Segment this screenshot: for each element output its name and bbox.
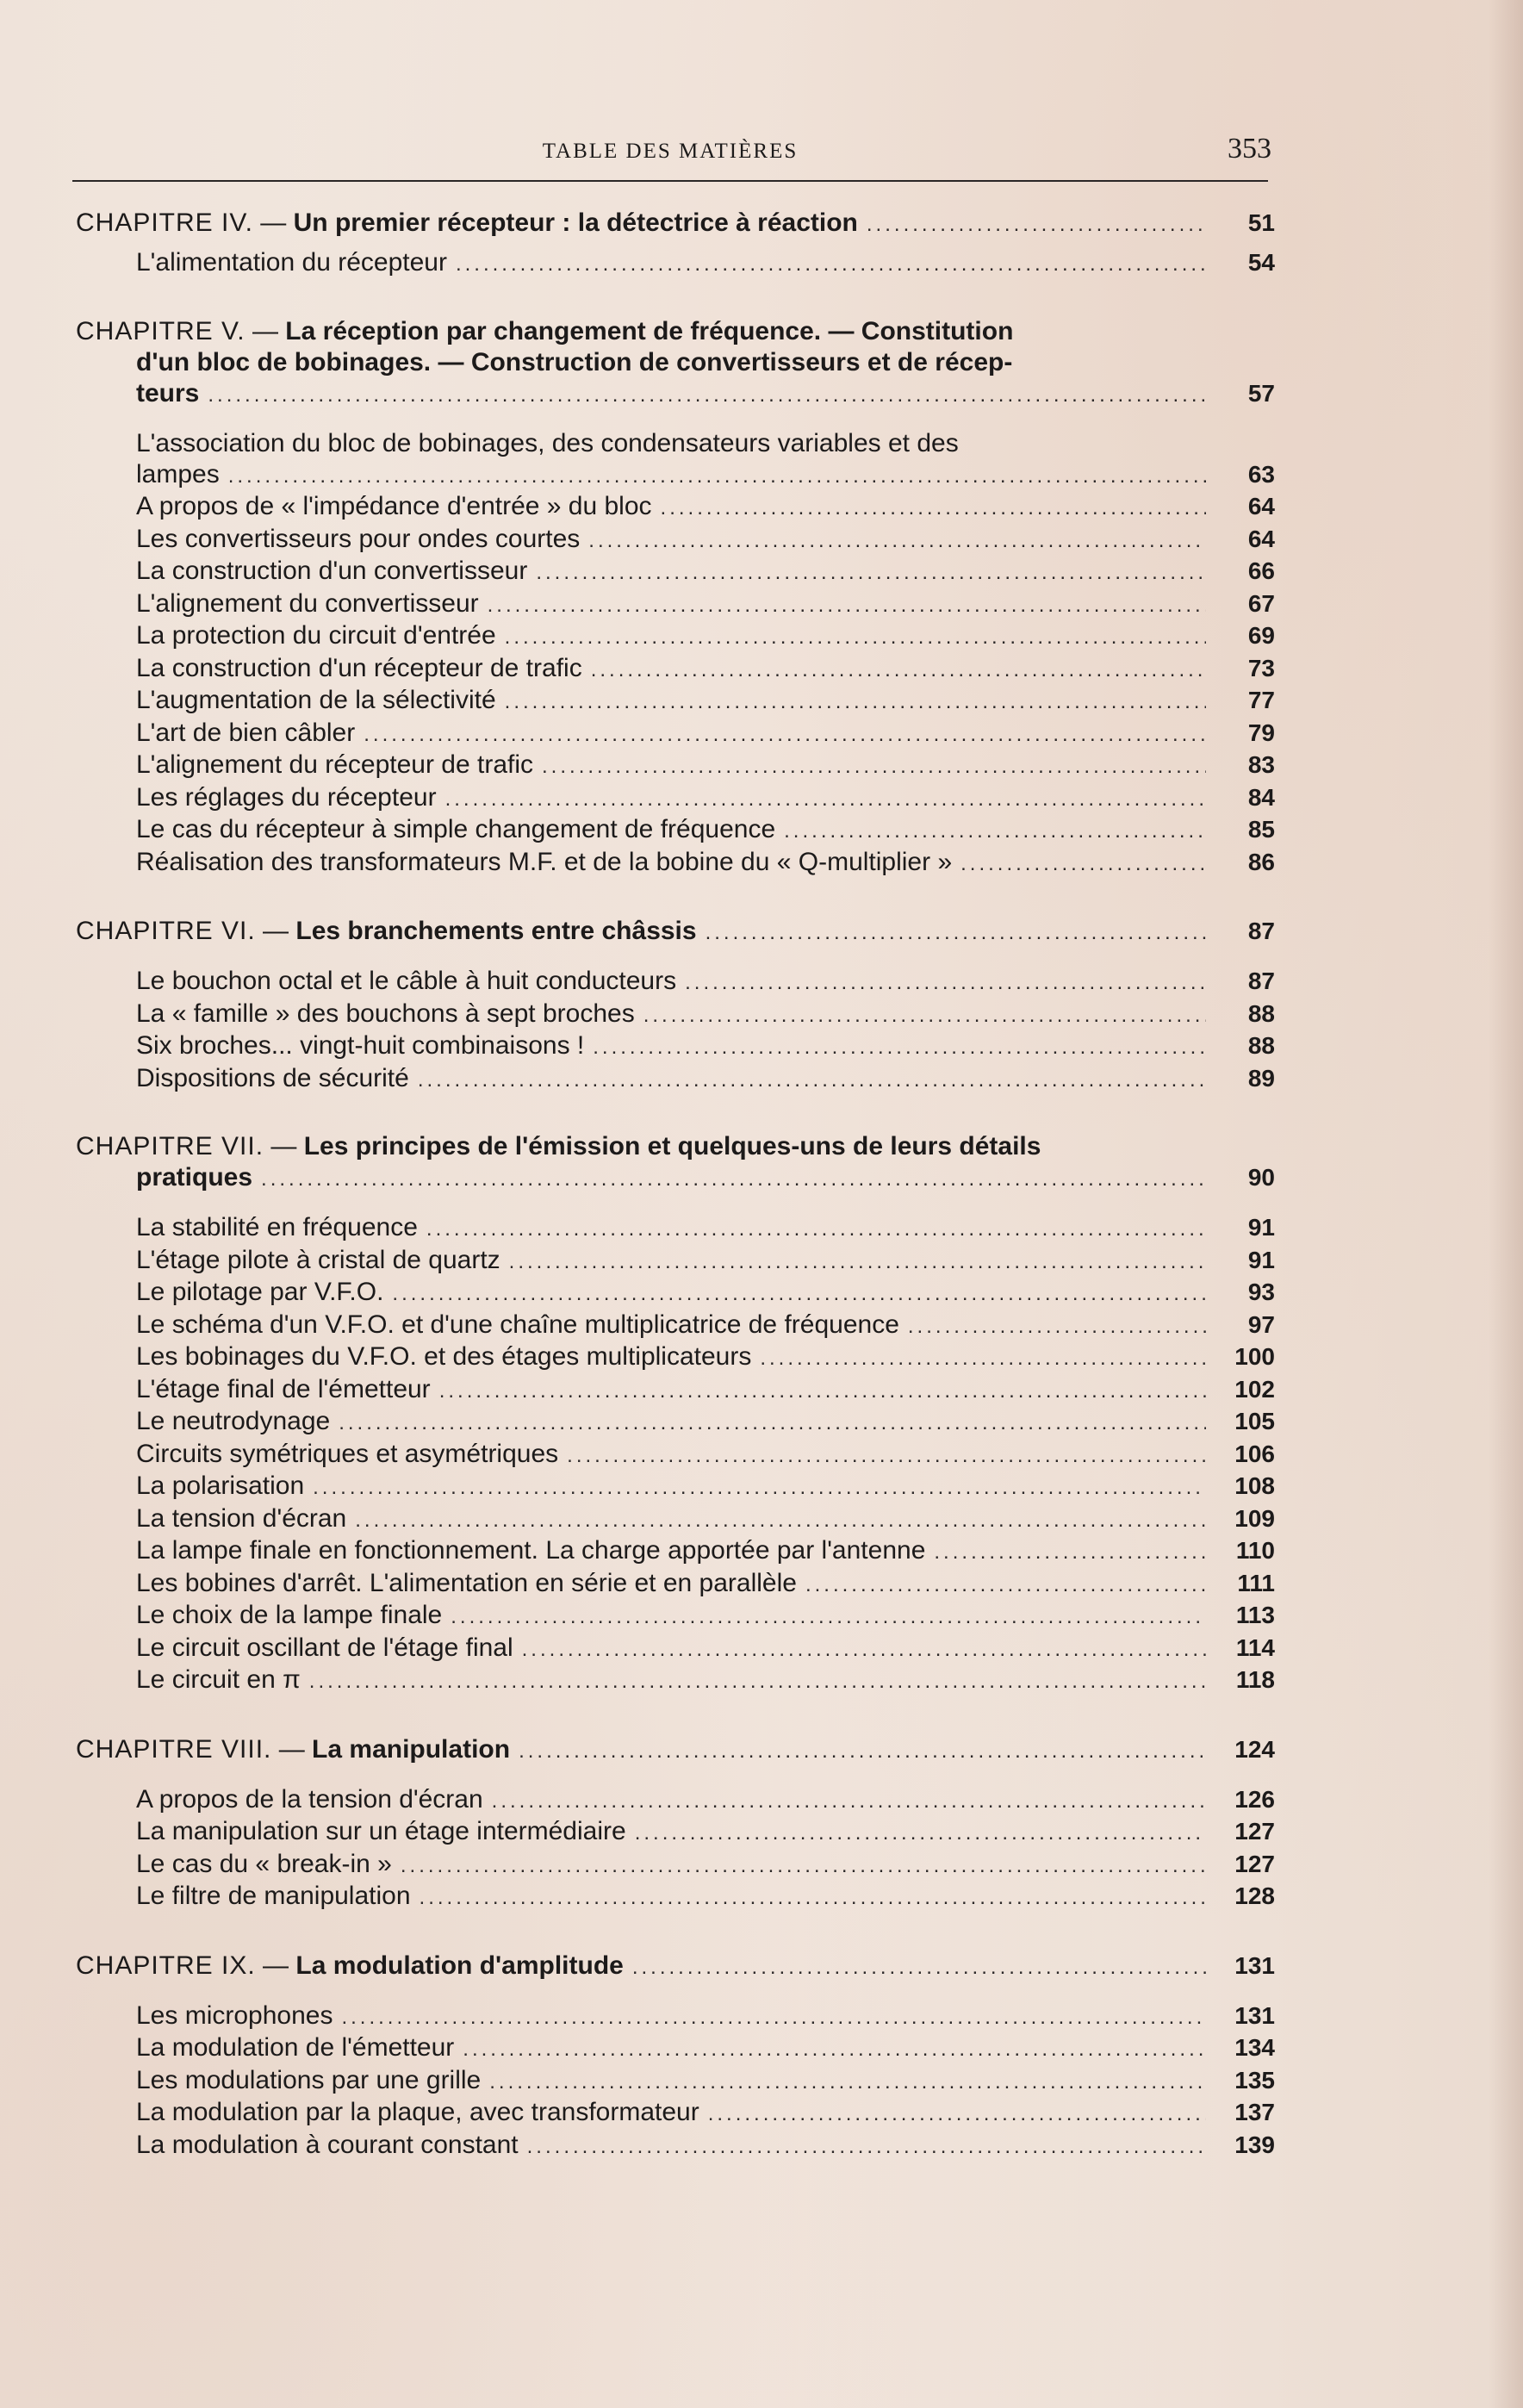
chapter-title-last-line bbox=[76, 378, 1275, 411]
chapter-6 bbox=[76, 915, 1275, 1095]
entry-text: Dispositions de sécurité bbox=[136, 1063, 409, 1092]
dot-leader bbox=[261, 1164, 1206, 1195]
chapter-label: CHAPITRE VII. bbox=[76, 1132, 264, 1160]
entry-page: 100 bbox=[1234, 1343, 1275, 1370]
toc-entry bbox=[136, 1600, 1275, 1633]
dot-leader bbox=[685, 968, 1206, 999]
dot-leader bbox=[567, 1440, 1206, 1472]
toc-entry bbox=[136, 1503, 1275, 1536]
toc-entry bbox=[136, 2097, 1275, 2130]
entry-page: 105 bbox=[1234, 1408, 1275, 1434]
chapter-entries bbox=[76, 1212, 1275, 1697]
toc-entry bbox=[136, 1816, 1275, 1849]
chapter-heading bbox=[76, 915, 1275, 949]
toc-entry bbox=[136, 2130, 1275, 2162]
entry-text: La construction d'un convertisseur bbox=[136, 557, 528, 585]
dot-leader bbox=[593, 1032, 1206, 1063]
toc-entry bbox=[136, 1881, 1275, 1913]
toc-entry bbox=[136, 718, 1275, 750]
entry-text: Le cas du récepteur à simple changement de fréquence bbox=[136, 815, 776, 843]
entry-text: L'alimentation du récepteur bbox=[136, 248, 447, 277]
entry-page: 64 bbox=[1247, 493, 1275, 520]
entry-text: A propos de « l'impédance d'entrée » du bloc bbox=[136, 492, 652, 520]
dot-leader bbox=[505, 687, 1206, 718]
dot-leader bbox=[784, 816, 1206, 847]
dot-leader bbox=[309, 1666, 1206, 1697]
toc-entry bbox=[136, 1849, 1275, 1882]
dot-leader bbox=[522, 1634, 1206, 1665]
entry-text: A propos de la tension d'écran bbox=[136, 1784, 483, 1814]
toc-entry bbox=[136, 1633, 1275, 1665]
dot-leader bbox=[339, 1408, 1206, 1439]
entry-page: 54 bbox=[1247, 249, 1275, 276]
toc-entry bbox=[136, 556, 1275, 588]
dot-leader bbox=[805, 1570, 1206, 1601]
entry-page: 139 bbox=[1234, 2131, 1275, 2158]
dot-leader bbox=[706, 917, 1206, 949]
page-edge-shadow bbox=[1489, 0, 1523, 2408]
entry-text: La modulation de l'émetteur bbox=[136, 2033, 455, 2062]
entry-text: Le circuit oscillant de l'étage final bbox=[136, 1633, 513, 1662]
dot-leader bbox=[505, 622, 1206, 653]
entry-page: 73 bbox=[1247, 654, 1275, 681]
entry-text: Le schéma d'un V.F.O. et d'une chaîne multiplicatrice de fréquence bbox=[136, 1310, 899, 1339]
entry-page: 66 bbox=[1247, 557, 1275, 584]
entry-text: La manipulation sur un étage intermédiaire bbox=[136, 1817, 626, 1845]
dot-leader bbox=[934, 1537, 1206, 1568]
entry-page: 109 bbox=[1234, 1504, 1275, 1532]
chapter-page: 87 bbox=[1247, 918, 1275, 944]
dot-leader bbox=[355, 1505, 1206, 1536]
running-head bbox=[72, 133, 1271, 179]
chapter-title-line-2: pratiques bbox=[136, 1163, 253, 1192]
entry-text: Les microphones bbox=[136, 2000, 333, 2030]
chapter-heading bbox=[76, 1733, 1275, 1767]
chapter-page: 51 bbox=[1247, 209, 1275, 236]
dot-leader bbox=[908, 1311, 1206, 1342]
entry-text: L'étage pilote à cristal de quartz bbox=[136, 1245, 500, 1274]
dot-leader bbox=[489, 2067, 1206, 2098]
dot-leader bbox=[632, 1951, 1206, 1983]
toc-entry bbox=[136, 2065, 1275, 2098]
entry-text: Le neutrodynage bbox=[136, 1407, 331, 1435]
entry-page: 83 bbox=[1247, 751, 1275, 778]
entry-page: 102 bbox=[1234, 1375, 1275, 1403]
entry-text: lampes bbox=[136, 459, 220, 488]
toc-entry bbox=[136, 491, 1275, 524]
entry-page: 79 bbox=[1247, 719, 1275, 746]
toc-entry bbox=[136, 1341, 1275, 1374]
dot-leader bbox=[439, 1376, 1206, 1407]
toc-entry bbox=[136, 1030, 1275, 1063]
dot-leader bbox=[313, 1472, 1206, 1503]
chapter-dash: — bbox=[264, 1132, 304, 1160]
dot-leader bbox=[445, 784, 1206, 815]
dot-leader bbox=[588, 526, 1206, 557]
entry-text: Les modulations par une grille bbox=[136, 2065, 482, 2094]
entry-page: 137 bbox=[1234, 2099, 1275, 2125]
dot-leader bbox=[208, 380, 1206, 411]
dot-leader bbox=[492, 1786, 1206, 1817]
entry-page: 63 bbox=[1247, 460, 1275, 488]
entry-text: La « famille » des bouchons à sept broches bbox=[136, 999, 635, 1028]
toc-entry bbox=[136, 814, 1275, 847]
chapter-label: CHAPITRE IV. bbox=[76, 208, 253, 237]
chapter-entries bbox=[76, 1784, 1275, 1913]
toc-entry bbox=[136, 1568, 1275, 1601]
dot-leader bbox=[426, 1214, 1206, 1245]
chapter-title: La manipulation bbox=[312, 1734, 511, 1764]
dot-leader bbox=[451, 1602, 1206, 1633]
dot-leader bbox=[488, 590, 1206, 621]
chapter-8 bbox=[76, 1733, 1275, 1913]
entry-text: Les bobinages du V.F.O. et des étages multiplicateurs bbox=[136, 1342, 752, 1371]
entry-page: 89 bbox=[1247, 1064, 1275, 1092]
chapter-dash: — bbox=[255, 1951, 296, 1980]
chapter-entries bbox=[76, 2000, 1275, 2162]
chapter-title-last-line bbox=[76, 1162, 1275, 1195]
toc-entry bbox=[136, 459, 1275, 492]
entry-text: La construction d'un récepteur de trafic bbox=[136, 653, 582, 682]
entry-page: 91 bbox=[1247, 1214, 1275, 1241]
toc-entry bbox=[136, 524, 1275, 557]
toc-entry bbox=[136, 966, 1275, 999]
entry-page: 114 bbox=[1235, 1633, 1275, 1661]
toc-entry bbox=[136, 1277, 1275, 1310]
dot-leader bbox=[536, 557, 1206, 588]
toc-entry bbox=[136, 685, 1275, 718]
dot-leader bbox=[708, 2099, 1206, 2130]
entry-page: 113 bbox=[1235, 1602, 1275, 1628]
dot-leader bbox=[643, 1000, 1206, 1031]
entry-page: 69 bbox=[1247, 622, 1275, 649]
toc-entry bbox=[136, 2000, 1275, 2033]
entry-page: 88 bbox=[1247, 1032, 1275, 1059]
running-title: TABLE DES MATIÈRES bbox=[542, 140, 799, 163]
dot-leader bbox=[661, 493, 1206, 524]
entry-text: L'alignement du récepteur de trafic bbox=[136, 750, 534, 779]
entry-page: 127 bbox=[1234, 1818, 1275, 1845]
chapter-heading bbox=[76, 316, 1275, 347]
dot-leader bbox=[542, 751, 1206, 782]
entry-text: Six broches... vingt-huit combinaisons ! bbox=[136, 1031, 585, 1060]
entry-text: Réalisation des transformateurs M.F. et de la bobine du « Q-multiplier » bbox=[136, 847, 953, 876]
page-number: 353 bbox=[1228, 133, 1271, 165]
chapter-title-line-1: Les principes de l'émission et quelques-uns de leurs détails bbox=[303, 1132, 1041, 1160]
entry-page: 88 bbox=[1247, 999, 1275, 1027]
chapter-dash: — bbox=[271, 1734, 313, 1764]
toc-entry bbox=[136, 999, 1275, 1031]
chapter-5 bbox=[76, 316, 1275, 880]
entry-page: 91 bbox=[1247, 1246, 1275, 1273]
toc-entry bbox=[136, 620, 1275, 653]
dot-leader bbox=[364, 719, 1206, 750]
toc-entry bbox=[136, 750, 1275, 782]
entry-page: 108 bbox=[1234, 1472, 1275, 1499]
entry-text: Le choix de la lampe finale bbox=[136, 1601, 443, 1629]
chapter-entries bbox=[76, 966, 1275, 1095]
entry-text: Le circuit en π bbox=[136, 1665, 301, 1694]
chapter-dash: — bbox=[255, 917, 296, 945]
entry-text: Le bouchon octal et le câble à huit conducteurs bbox=[136, 967, 677, 995]
dot-leader bbox=[228, 461, 1206, 492]
chapter-page: 90 bbox=[1247, 1164, 1275, 1191]
entry-page: 64 bbox=[1247, 525, 1275, 552]
chapter-title: Un premier récepteur : la détectrice à réaction bbox=[293, 208, 858, 237]
table-of-contents bbox=[76, 207, 1275, 2198]
entry-text: La modulation par la plaque, avec transformateur bbox=[136, 2098, 699, 2126]
entry-page: 135 bbox=[1234, 2066, 1275, 2094]
toc-entry bbox=[136, 1245, 1275, 1278]
toc-entry bbox=[136, 1439, 1275, 1472]
entry-page: 67 bbox=[1247, 589, 1275, 617]
dot-leader bbox=[392, 1279, 1206, 1310]
toc-entry bbox=[136, 247, 1275, 280]
chapter-9 bbox=[76, 1950, 1275, 2162]
entry-text: La tension d'écran bbox=[136, 1503, 347, 1533]
toc-entry bbox=[136, 1471, 1275, 1503]
dot-leader bbox=[519, 1735, 1206, 1767]
dot-leader bbox=[418, 1065, 1206, 1096]
toc-entry bbox=[136, 1063, 1275, 1096]
chapter-entries bbox=[76, 247, 1275, 280]
chapter-4 bbox=[76, 207, 1275, 280]
toc-entry bbox=[136, 1535, 1275, 1568]
entry-text: L'étage final de l'émetteur bbox=[136, 1374, 431, 1403]
dot-leader bbox=[635, 1818, 1206, 1849]
toc-entry bbox=[136, 2032, 1275, 2065]
dot-leader bbox=[960, 849, 1206, 880]
entry-page: 126 bbox=[1234, 1785, 1275, 1813]
chapter-heading bbox=[76, 1131, 1275, 1162]
entry-text: La polarisation bbox=[136, 1472, 305, 1500]
entry-page: 110 bbox=[1235, 1537, 1275, 1564]
entry-page: 131 bbox=[1234, 2001, 1275, 2029]
chapter-title-line-1: La réception par changement de fréquence. — Constitution bbox=[285, 316, 1014, 345]
dot-leader bbox=[527, 2131, 1206, 2162]
entry-page: 106 bbox=[1234, 1440, 1275, 1467]
chapter-page: 131 bbox=[1234, 1951, 1275, 1979]
entry-text: Le filtre de manipulation bbox=[136, 1882, 411, 1910]
chapter-label: CHAPITRE V. bbox=[76, 316, 246, 345]
chapter-label: CHAPITRE IX. bbox=[76, 1951, 256, 1980]
toc-entry bbox=[136, 1406, 1275, 1439]
chapter-page: 124 bbox=[1234, 1735, 1275, 1763]
entry-text: La modulation à courant constant bbox=[136, 2130, 519, 2159]
chapter-title-line-3: teurs bbox=[136, 378, 200, 408]
dot-leader bbox=[463, 2034, 1206, 2065]
dot-leader bbox=[341, 2002, 1206, 2033]
entry-page: 128 bbox=[1234, 1882, 1275, 1909]
chapter-label: CHAPITRE VIII. bbox=[76, 1734, 272, 1764]
chapter-page: 57 bbox=[1247, 379, 1275, 407]
entry-text: La protection du circuit d'entrée bbox=[136, 621, 496, 650]
entry-text-line-1: L'association du bloc de bobinages, des condensateurs variables et des bbox=[136, 428, 959, 457]
chapter-title: La modulation d'amplitude bbox=[295, 1951, 624, 1980]
entry-text: Le pilotage par V.F.O. bbox=[136, 1278, 384, 1306]
entry-text: Les réglages du récepteur bbox=[136, 782, 437, 812]
chapter-entries bbox=[76, 428, 1275, 880]
toc-entry bbox=[136, 847, 1275, 880]
entry-page: 127 bbox=[1234, 1850, 1275, 1877]
entry-page: 77 bbox=[1247, 687, 1275, 713]
entry-text: L'augmentation de la sélectivité bbox=[136, 686, 496, 714]
entry-text: L'alignement du convertisseur bbox=[136, 588, 479, 618]
entry-text: Le cas du « break-in » bbox=[136, 1849, 392, 1878]
chapter-dash: — bbox=[252, 208, 294, 237]
entry-page: 84 bbox=[1247, 783, 1275, 811]
entry-page: 118 bbox=[1235, 1666, 1275, 1693]
chapter-7 bbox=[76, 1131, 1275, 1697]
entry-text: Les bobines d'arrêt. L'alimentation en série et en parallèle bbox=[136, 1568, 797, 1597]
dot-leader bbox=[591, 655, 1206, 686]
dot-leader bbox=[456, 249, 1206, 280]
chapter-dash: — bbox=[245, 316, 286, 345]
chapter-label: CHAPITRE VI. bbox=[76, 917, 256, 945]
toc-entry bbox=[136, 782, 1275, 815]
entry-page: 86 bbox=[1247, 848, 1275, 875]
chapter-heading bbox=[76, 207, 1275, 240]
chapter-title-line-2: d'un bloc de bobinages. — Construction de convertisseurs et de récep- bbox=[136, 347, 1013, 376]
entry-page: 93 bbox=[1247, 1279, 1275, 1305]
entry-page: 85 bbox=[1247, 816, 1275, 843]
entry-page: 111 bbox=[1237, 1569, 1275, 1596]
chapter-heading bbox=[76, 1950, 1275, 1983]
toc-entry bbox=[136, 1310, 1275, 1342]
toc-entry bbox=[136, 1374, 1275, 1407]
entry-text: Les convertisseurs pour ondes courtes bbox=[136, 524, 581, 553]
entry-text: La stabilité en fréquence bbox=[136, 1213, 418, 1241]
entry-page: 87 bbox=[1247, 968, 1275, 994]
entry-page: 134 bbox=[1234, 2034, 1275, 2061]
toc-entry bbox=[136, 1664, 1275, 1697]
dot-leader bbox=[420, 1882, 1206, 1913]
dot-leader bbox=[509, 1247, 1206, 1278]
entry-page: 97 bbox=[1247, 1310, 1275, 1338]
toc-entry bbox=[136, 1212, 1275, 1245]
toc-entry bbox=[136, 1784, 1275, 1817]
dot-leader bbox=[760, 1343, 1206, 1374]
toc-entry bbox=[136, 588, 1275, 621]
header-rule bbox=[72, 180, 1268, 182]
dot-leader bbox=[867, 208, 1206, 240]
entry-text: L'art de bien câbler bbox=[136, 718, 356, 747]
chapter-title: Les branchements entre châssis bbox=[295, 917, 697, 945]
toc-entry bbox=[136, 653, 1275, 686]
dot-leader bbox=[401, 1851, 1206, 1882]
entry-text: Circuits symétriques et asymétriques bbox=[136, 1439, 559, 1468]
entry-text: La lampe finale en fonctionnement. La charge apportée par l'antenne bbox=[136, 1536, 926, 1565]
